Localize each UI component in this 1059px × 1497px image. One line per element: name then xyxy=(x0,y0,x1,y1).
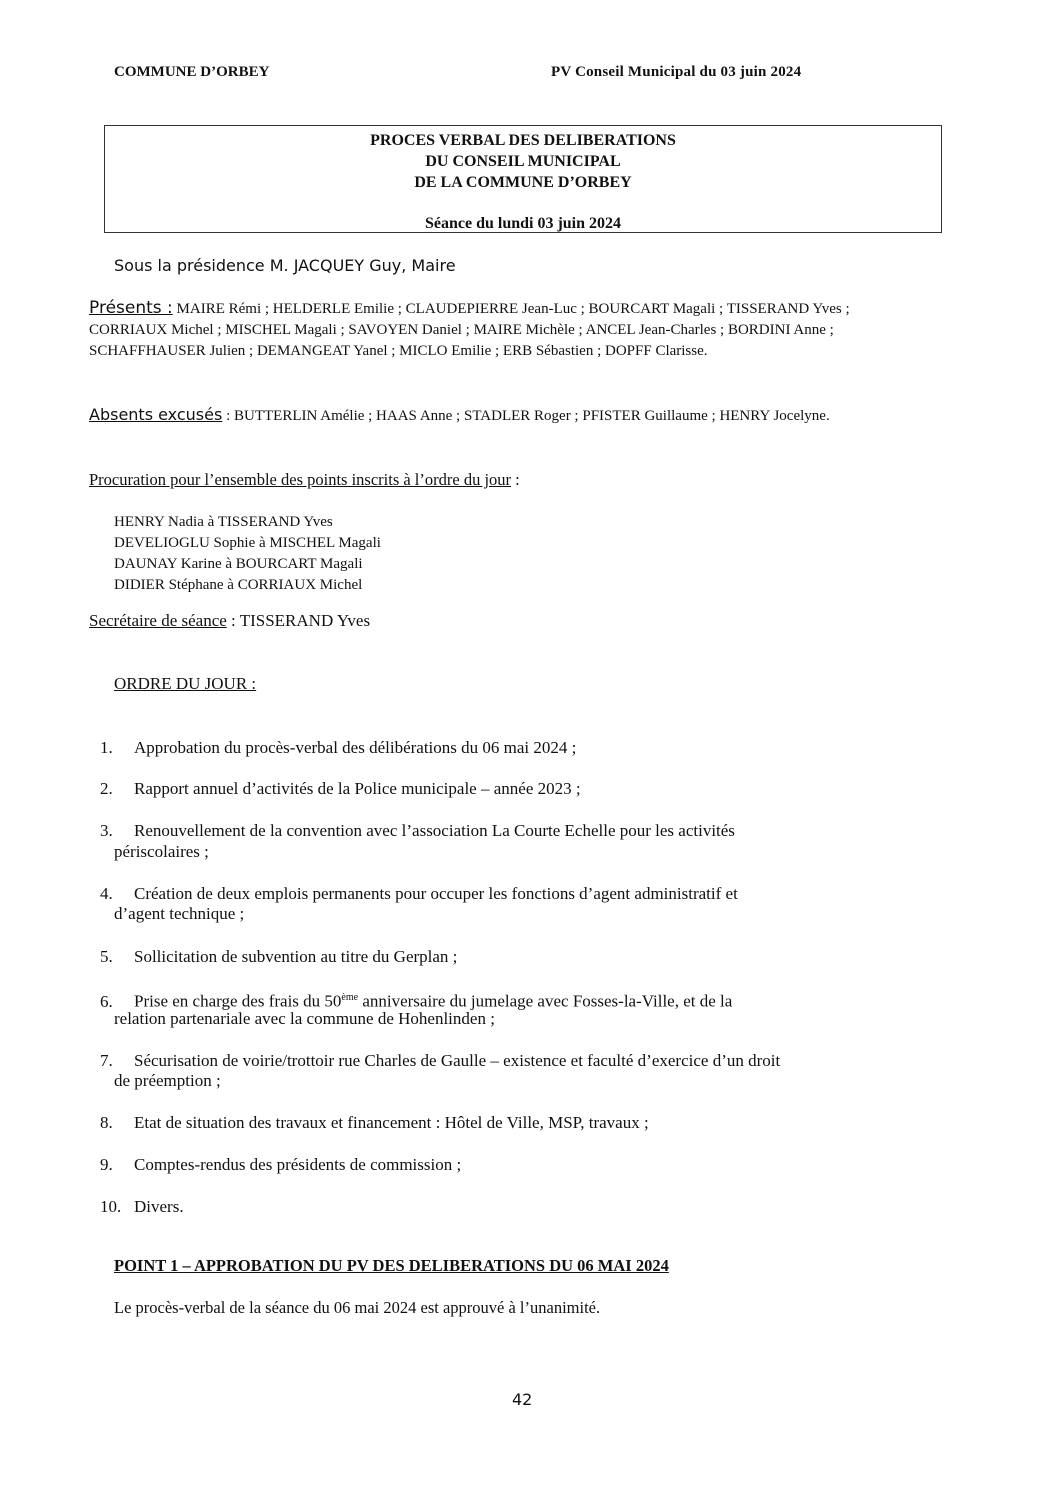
agenda-num: 3. xyxy=(100,821,113,840)
agenda-item xyxy=(100,1196,184,1218)
agenda-text: Etat de situation des travaux et financement : Hôtel de Ville, MSP, travaux ; xyxy=(134,1113,649,1132)
agenda-text: Divers. xyxy=(134,1197,184,1216)
point1-title: APPROBATION DU PV DES DELIBERATIONS DU 06 MAI 2024 xyxy=(193,1256,669,1275)
agenda-item xyxy=(100,778,581,800)
procuration-item: DAUNAY Karine à BOURCART Magali xyxy=(114,556,363,572)
agenda-num: 5. xyxy=(100,947,113,966)
agenda-text: Création de deux emplois permanents pour occuper les fonctions d’agent administratif et xyxy=(134,884,738,903)
header-pv-date: PV Conseil Municipal du 03 juin 2024 xyxy=(551,64,802,80)
procuration-item: DIDIER Stéphane à CORRIAUX Michel xyxy=(114,577,363,593)
agenda-text-b: anniversaire du jumelage avec Fosses-la-Ville, et de la xyxy=(358,991,733,1011)
agenda-num: 10. xyxy=(100,1197,122,1216)
agenda-text-cont: de préemption ; xyxy=(114,1071,221,1090)
agenda-text: Comptes-rendus des présidents de commission ; xyxy=(134,1155,462,1174)
agenda-item xyxy=(100,820,735,842)
procuration-suffix: : xyxy=(511,470,520,489)
agenda-sup: ème xyxy=(341,992,359,1003)
secretaire-label: Secrétaire de séance xyxy=(89,611,227,630)
seance-date: Séance du lundi 03 juin 2024 xyxy=(424,215,622,232)
title-box xyxy=(104,125,942,233)
title-line-3: DE LA COMMUNE D’ORBEY xyxy=(414,174,632,191)
agenda-num: 8. xyxy=(100,1113,113,1132)
header-commune: COMMUNE D’ORBEY xyxy=(114,64,270,80)
agenda-text-cont: relation partenariale avec la commune de Hohenlinden ; xyxy=(114,1009,495,1028)
procuration-item: DEVELIOGLU Sophie à MISCHEL Magali xyxy=(114,535,381,551)
agenda-num: 2. xyxy=(100,779,113,798)
agenda-text: Approbation du procès-verbal des délibérations du 06 mai 2024 ; xyxy=(134,738,577,757)
agenda-text-cont: périscolaires ; xyxy=(114,842,209,861)
agenda-item xyxy=(100,883,738,905)
agenda-text-cont: d’agent technique ; xyxy=(114,904,245,923)
secretaire-line xyxy=(89,611,370,631)
presents-label: Présents : xyxy=(89,298,173,318)
presents-line-2: CORRIAUX Michel ; MISCHEL Magali ; SAVOYEN Daniel ; MAIRE Michèle ; ANCEL Jean-Charles ; BORDINI Anne ; xyxy=(89,322,834,338)
agenda-num: 6. xyxy=(100,991,113,1011)
agenda-num: 4. xyxy=(100,884,113,903)
presents-line-1 xyxy=(89,298,850,320)
absents-text: : BUTTERLIN Amélie ; HAAS Anne ; STADLER Roger ; PFISTER Guillaume ; HENRY Jocelyne. xyxy=(222,408,830,424)
absents-line xyxy=(89,404,830,427)
procuration-heading xyxy=(89,470,520,490)
agenda-num: 7. xyxy=(100,1051,113,1070)
presidence: Sous la présidence M. JACQUEY Guy, Maire xyxy=(114,256,456,275)
absents-label: Absents excusés xyxy=(89,405,223,424)
agenda-num: 9. xyxy=(100,1155,113,1174)
point1-heading xyxy=(114,1256,669,1276)
point1-text: Le procès-verbal de la séance du 06 mai 2024 est approuvé à l’unanimité. xyxy=(114,1298,601,1317)
agenda-item xyxy=(100,946,457,968)
point1-label: POINT 1 xyxy=(114,1256,179,1275)
page-number: 42 xyxy=(512,1390,533,1409)
presents-line-3: SCHAFFHAUSER Julien ; DEMANGEAT Yanel ; MICLO Emilie ; ERB Sébastien ; DOPFF Clarisse. xyxy=(89,343,708,359)
agenda-text: Renouvellement de la convention avec l’association La Courte Echelle pour les activités xyxy=(134,821,735,840)
secretaire-text: : TISSERAND Yves xyxy=(226,611,371,630)
agenda-item xyxy=(100,1050,780,1072)
presents-text-1: MAIRE Rémi ; HELDERLE Emilie ; CLAUDEPIERRE Jean-Luc ; BOURCART Magali ; TISSERAND Yves ; xyxy=(172,301,850,317)
title-line-1: PROCES VERBAL DES DELIBERATIONS xyxy=(370,132,676,149)
agenda-item xyxy=(100,737,576,759)
agenda-text: Rapport annuel d’activités de la Police municipale – année 2023 ; xyxy=(134,779,581,798)
agenda-text-a: Prise en charge des frais du 50 xyxy=(134,991,342,1011)
title-line-2: DU CONSEIL MUNICIPAL xyxy=(425,153,621,170)
ordre-du-jour-title: ORDRE DU JOUR : xyxy=(114,674,257,693)
agenda-text: Sécurisation de voirie/trottoir rue Charles de Gaulle – existence et faculté d’exercice d’un droit xyxy=(134,1051,781,1070)
agenda-item xyxy=(100,1112,649,1134)
agenda-item xyxy=(100,1154,461,1176)
procuration-item: HENRY Nadia à TISSERAND Yves xyxy=(114,514,333,530)
point1-dash: – xyxy=(178,1256,194,1275)
agenda-num: 1. xyxy=(100,738,113,757)
agenda-text: Sollicitation de subvention au titre du Gerplan ; xyxy=(134,947,458,966)
procuration-label: Procuration pour l’ensemble des points inscrits à l’ordre du jour xyxy=(89,470,512,489)
